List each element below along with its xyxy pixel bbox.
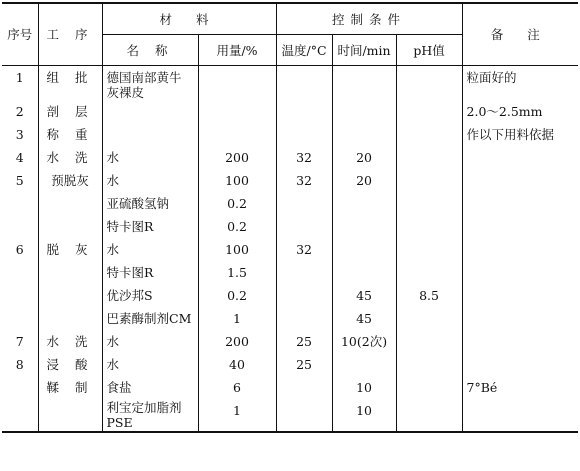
cell-time: 10(2次) — [332, 330, 396, 353]
cell-seq: 7 — [2, 330, 38, 353]
cell-time — [332, 261, 396, 284]
cell-process: 预脱灰 — [38, 169, 102, 192]
process-table — [2, 2, 578, 433]
cell-remark: 粒面好的 — [466, 70, 517, 85]
cell-amount — [198, 100, 276, 123]
cell-ph — [396, 330, 462, 353]
cell-ph — [396, 215, 462, 238]
cell-seq: 2 — [2, 100, 38, 123]
cell-amount: 0.2 — [198, 192, 276, 215]
cell-seq: 5 — [2, 169, 38, 192]
cell-temp: 25 — [276, 353, 332, 376]
cell-remark — [462, 146, 578, 169]
header-name: 名 称 — [102, 35, 198, 66]
cell-process: 脱 灰 — [38, 238, 102, 261]
cell-ph — [396, 169, 462, 192]
cell-ph — [396, 146, 462, 169]
cell-process — [38, 399, 102, 432]
table-row — [2, 261, 578, 284]
cell-seq: 8 — [2, 353, 38, 376]
cell-amount: 1.5 — [198, 261, 276, 284]
cell-name: 德国南部黄牛灰裸皮 — [102, 66, 198, 101]
cell-time: 10 — [332, 399, 396, 432]
cell-ph — [396, 66, 462, 101]
cell-time — [332, 66, 396, 101]
cell-process: 鞣 制 — [38, 376, 102, 399]
header-conditions: 控制条件 — [276, 3, 462, 35]
cell-seq — [2, 261, 38, 284]
header-remarks: 备 注 — [462, 3, 578, 66]
cell-amount: 40 — [198, 353, 276, 376]
cell-ph: 8.5 — [396, 284, 462, 307]
cell-seq — [2, 376, 38, 399]
header-amount: 用量/% — [198, 35, 276, 66]
table-body — [2, 66, 578, 433]
cell-remark — [462, 307, 578, 330]
cell-temp — [276, 307, 332, 330]
cell-seq — [2, 307, 38, 330]
cell-temp — [276, 100, 332, 123]
cell-name — [102, 123, 198, 146]
cell-ph — [396, 238, 462, 261]
cell-name: 水 — [102, 169, 198, 192]
cell-time — [332, 192, 396, 215]
cell-amount: 100 — [198, 169, 276, 192]
cell-process: 水 洗 — [38, 330, 102, 353]
cell-name: 水 — [102, 330, 198, 353]
cell-temp — [276, 215, 332, 238]
cell-seq — [2, 399, 38, 432]
header-seq: 序号 — [2, 3, 38, 66]
cell-remark — [462, 192, 578, 215]
cell-amount: 100 — [198, 238, 276, 261]
cell-temp — [276, 284, 332, 307]
table-row — [2, 215, 578, 238]
cell-remark — [462, 215, 578, 238]
cell-seq — [2, 284, 38, 307]
cell-name: 水 — [102, 353, 198, 376]
header-process: 工 序 — [38, 3, 102, 66]
cell-name: 亚硫酸氢钠 — [102, 192, 198, 215]
cell-name: 特卡图R — [102, 261, 198, 284]
cell-seq — [2, 192, 38, 215]
cell-temp — [276, 261, 332, 284]
cell-amount: 0.2 — [198, 284, 276, 307]
cell-remark — [462, 261, 578, 284]
header-materials: 材 料 — [102, 3, 276, 35]
cell-process: 剖 层 — [38, 100, 102, 123]
table-row — [2, 307, 578, 330]
cell-amount — [198, 123, 276, 146]
cell-temp: 32 — [276, 169, 332, 192]
header-temperature: 温度/°C — [276, 35, 332, 66]
cell-time — [332, 215, 396, 238]
table-row — [2, 399, 578, 432]
cell-ph — [396, 353, 462, 376]
cell-ph — [396, 376, 462, 399]
cell-time — [332, 100, 396, 123]
cell-time: 20 — [332, 146, 396, 169]
cell-remark — [462, 353, 578, 376]
cell-temp: 25 — [276, 330, 332, 353]
cell-temp — [276, 399, 332, 432]
cell-process: 称 重 — [38, 123, 102, 146]
cell-time — [332, 353, 396, 376]
cell-process: 水 洗 — [38, 146, 102, 169]
cell-name: 优沙邦S — [102, 284, 198, 307]
cell-process: 浸 酸 — [38, 353, 102, 376]
cell-name: 利宝定加脂剂PSE — [102, 399, 198, 432]
cell-process — [38, 307, 102, 330]
cell-remark — [462, 238, 578, 261]
cell-ph — [396, 100, 462, 123]
cell-name — [102, 100, 198, 123]
cell-remark — [462, 330, 578, 353]
cell-amount: 1 — [198, 307, 276, 330]
cell-temp: 32 — [276, 238, 332, 261]
cell-temp: 32 — [276, 146, 332, 169]
cell-process — [38, 261, 102, 284]
cell-ph — [396, 399, 462, 432]
table-row — [2, 123, 578, 146]
table-row — [2, 66, 578, 101]
cell-time: 20 — [332, 169, 396, 192]
cell-time — [332, 238, 396, 261]
cell-process — [38, 192, 102, 215]
cell-ph — [396, 261, 462, 284]
cell-temp — [276, 66, 332, 101]
cell-remark — [462, 169, 578, 192]
cell-process: 组 批 — [38, 66, 102, 101]
cell-amount: 6 — [198, 376, 276, 399]
cell-time: 45 — [332, 284, 396, 307]
cell-amount: 200 — [198, 330, 276, 353]
cell-remark — [462, 284, 578, 307]
cell-remark: 2.0～2.5mm — [466, 104, 543, 119]
table-row — [2, 238, 578, 261]
cell-remark: 7°Bé — [466, 380, 498, 395]
cell-ph — [396, 123, 462, 146]
cell-process — [38, 215, 102, 238]
cell-process — [38, 284, 102, 307]
table-row — [2, 146, 578, 169]
table-row — [2, 353, 578, 376]
header-time: 时间/min — [332, 35, 396, 66]
cell-amount: 1 — [198, 399, 276, 432]
cell-ph — [396, 307, 462, 330]
cell-seq: 6 — [2, 238, 38, 261]
table-row — [2, 330, 578, 353]
header-ph: pH值 — [396, 35, 462, 66]
cell-seq: 3 — [2, 123, 38, 146]
table-row — [2, 169, 578, 192]
cell-seq: 4 — [2, 146, 38, 169]
cell-time: 10 — [332, 376, 396, 399]
cell-amount: 0.2 — [198, 215, 276, 238]
table-row — [2, 284, 578, 307]
cell-amount — [198, 66, 276, 101]
cell-name: 巴素酶制剂CM — [102, 307, 198, 330]
cell-name: 特卡图R — [102, 215, 198, 238]
cell-seq: 1 — [2, 66, 38, 101]
cell-time — [332, 123, 396, 146]
cell-ph — [396, 192, 462, 215]
cell-remark: 作以下用料依据 — [466, 127, 555, 142]
cell-amount: 200 — [198, 146, 276, 169]
cell-temp — [276, 376, 332, 399]
cell-name: 食盐 — [102, 376, 198, 399]
cell-time: 45 — [332, 307, 396, 330]
table-row — [2, 376, 578, 399]
cell-remark — [462, 399, 578, 432]
table-row — [2, 100, 578, 123]
cell-temp — [276, 192, 332, 215]
table-row — [2, 192, 578, 215]
cell-seq — [2, 215, 38, 238]
cell-name: 水 — [102, 238, 198, 261]
cell-name: 水 — [102, 146, 198, 169]
cell-temp — [276, 123, 332, 146]
table-header — [2, 3, 578, 66]
